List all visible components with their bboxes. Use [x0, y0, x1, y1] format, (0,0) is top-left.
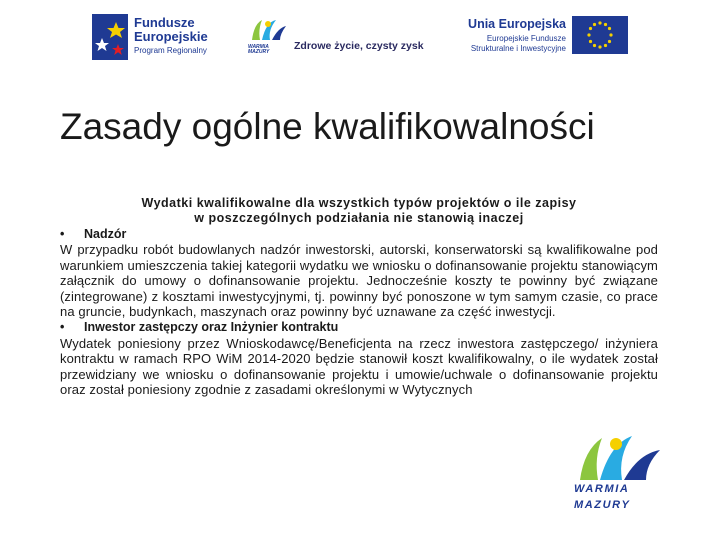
slide-title: Zasady ogólne kwalifikowalności [60, 106, 595, 147]
bullet-icon: • [60, 227, 65, 241]
wm-big-line2: MAZURY [574, 499, 631, 511]
ue-line2: Europejskie Fundusze [486, 33, 566, 43]
warmia-mazury-logo [558, 430, 678, 522]
wm-slogan: Zdrowe życie, czysty zysk [294, 40, 424, 52]
eu-flag-icon [572, 16, 628, 54]
section1-bullet [60, 227, 658, 242]
subheading-line2: w poszczególnych podziałania nie stanowią inaczej [194, 211, 524, 225]
unia-europejska-logo [448, 16, 628, 62]
fundusze-europejskie-logo [92, 14, 222, 64]
wm-big-emblem-icon [562, 430, 672, 482]
ue-line1: Unia Europejska [468, 17, 566, 31]
section2-bullet [60, 320, 658, 335]
section2-heading: Inwestor zastępczy oraz Inżynier kontraktu [84, 320, 339, 335]
fe-text [134, 16, 208, 55]
logo-bar [0, 0, 720, 80]
warmia-mazury-slogan-logo [246, 18, 424, 62]
ue-text [468, 18, 566, 53]
fe-line2: Europejskie [134, 29, 208, 44]
section2-paragraph: Wydatek poniesiony przez Wnioskodawcę/Beneficjenta na rzecz inwestora zastępczego/ inżyniera kontraktu w ramach RPO WiM 2014-2020 będzie stanowił koszt kwalifikowalny, o ile wydatek został przewidziany we wniosku o dofinansowanie projektu i umowie/uchwale o dofinansowanie projektu oraz został poniesiony zgodnie z zasadami określonymi w Wytycznych [60, 335, 658, 398]
wm-emblem-icon [248, 18, 288, 44]
wm-big-line1: WARMIA [574, 483, 630, 495]
fe-line3: Program Regionalny [134, 46, 207, 55]
bullet-icon: • [60, 320, 65, 335]
wm-small-text [248, 45, 269, 55]
subheading-line1: Wydatki kwalifikowalne dla wszystkich typów projektów o ile zapisy [141, 196, 577, 210]
section1-paragraph: W przypadku robót budowlanych nadzór inwestorski, autorski, konserwatorski są kwalifikowalne pod warunkiem umieszczenia takiej kategorii wydatku we wniosku o dofinansowanie projektu stanowiącym załącznik do umowy o dofinansowanie projektu. Jednocześnie koszty te powinny być związane (zintegrowane) z kosztami inwestycyjnymi, tj. powinny być ponoszone w tym samym czasie, co prace na gruncie, budynkach, maszynach oraz powinny być uznawane za część inwestycji. [60, 242, 658, 320]
fe-line1: Fundusze [134, 15, 195, 30]
wm-small-line1: WARMIA [248, 44, 269, 50]
wm-small-line2: MAZURY [248, 49, 270, 55]
section1-heading: Nadzór [84, 227, 127, 241]
slide-body [60, 196, 658, 397]
ue-line3: Strukturalne i Inwestycyjne [470, 43, 566, 53]
subheading [60, 196, 658, 226]
fe-stars-icon [92, 14, 130, 60]
